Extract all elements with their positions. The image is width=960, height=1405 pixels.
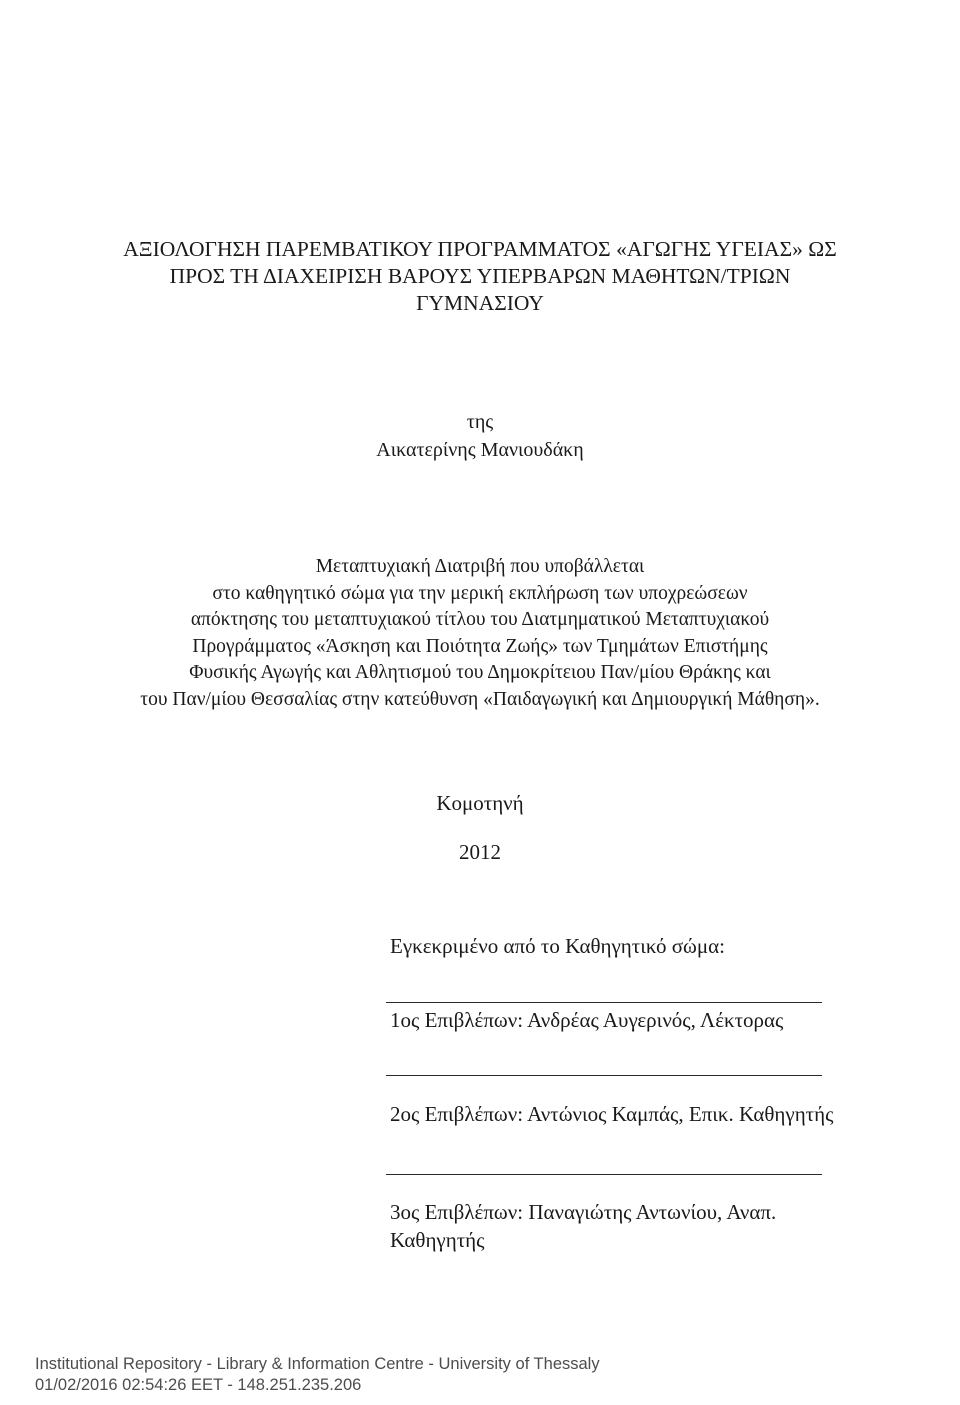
repository-footer [35, 1354, 600, 1396]
year: 2012 [459, 840, 501, 864]
place: Κομοτηνή [436, 791, 524, 815]
footer-line-1: Institutional Repository - Library & Information Centre - University of Thessaly [35, 1355, 600, 1373]
supervisor-1 [390, 1006, 783, 1034]
title-line-3: ΓΥΜΝΑΣΙΟΥ [416, 291, 544, 315]
author-block [0, 408, 960, 464]
author-name: Αικατερίνης Μανιουδάκη [376, 439, 584, 461]
supervisor-1-text: 1ος Επιβλέπων: Ανδρέας Αυγερινός, Λέκτορας [390, 1008, 784, 1032]
thesis-line-1: Μεταπτυχιακή Διατριβή που υποβάλλεται [315, 556, 645, 577]
approval-heading: Εγκεκριμένο από το Καθηγητικό σώμα: [390, 934, 725, 958]
supervisor-3 [390, 1198, 776, 1254]
author-prefix: της [466, 411, 494, 433]
thesis-line-2: στο καθηγητικό σώμα για την μερική εκπλήρωση των υποχρεώσεων [212, 582, 748, 604]
thesis-line-3: απόκτησης του μεταπτυχιακού τίτλου του Διατμηματικού Μεταπτυχιακού [190, 609, 770, 631]
footer-line-2: 01/02/2016 02:54:26 EET - 148.251.235.206 [35, 1376, 362, 1394]
title-line-2: ΠΡΟΣ ΤΗ ΔΙΑΧΕΙΡΙΣΗ ΒΑΡΟΥΣ ΥΠΕΡΒΑΡΩΝ ΜΑΘΗΤΩΝ/ΤΡΙΩΝ [169, 264, 791, 288]
signature-line-2 [386, 1075, 822, 1076]
thesis-statement [100, 554, 860, 714]
thesis-title [100, 236, 860, 317]
thesis-line-6: του Παν/μίου Θεσσαλίας στην κατεύθυνση «Παιδαγωγική και Δημιουργική Μάθηση». [140, 688, 820, 710]
title-line-1: ΑΞΙΟΛΟΓΗΣΗ ΠΑΡΕΜΒΑΤΙΚΟΥ ΠΡΟΓΡΑΜΜΑΤΟΣ «ΑΓΩΓΗΣ ΥΓΕΙΑΣ» ΩΣ [123, 237, 837, 261]
thesis-line-4: Προγράμματος «Άσκηση και Ποιότητα Ζωής» των Τμημάτων Επιστήμης [192, 635, 768, 657]
supervisor-2 [390, 1100, 833, 1128]
supervisor-3-text: 3ος Επιβλέπων: Παναγιώτης Αντωνίου, Αναπ. [390, 1200, 777, 1224]
supervisor-3-text-cont: Καθηγητής [390, 1228, 485, 1252]
thesis-line-5: Φυσικής Αγωγής και Αθλητισμού του Δημοκρίτειου Παν/μίου Θράκης και [189, 662, 771, 684]
signature-line-1 [386, 1002, 822, 1003]
supervisor-2-text: 2ος Επιβλέπων: Αντώνιος Καμπάς, Επικ. Καθηγητής [390, 1102, 834, 1126]
signature-line-3 [386, 1174, 822, 1175]
